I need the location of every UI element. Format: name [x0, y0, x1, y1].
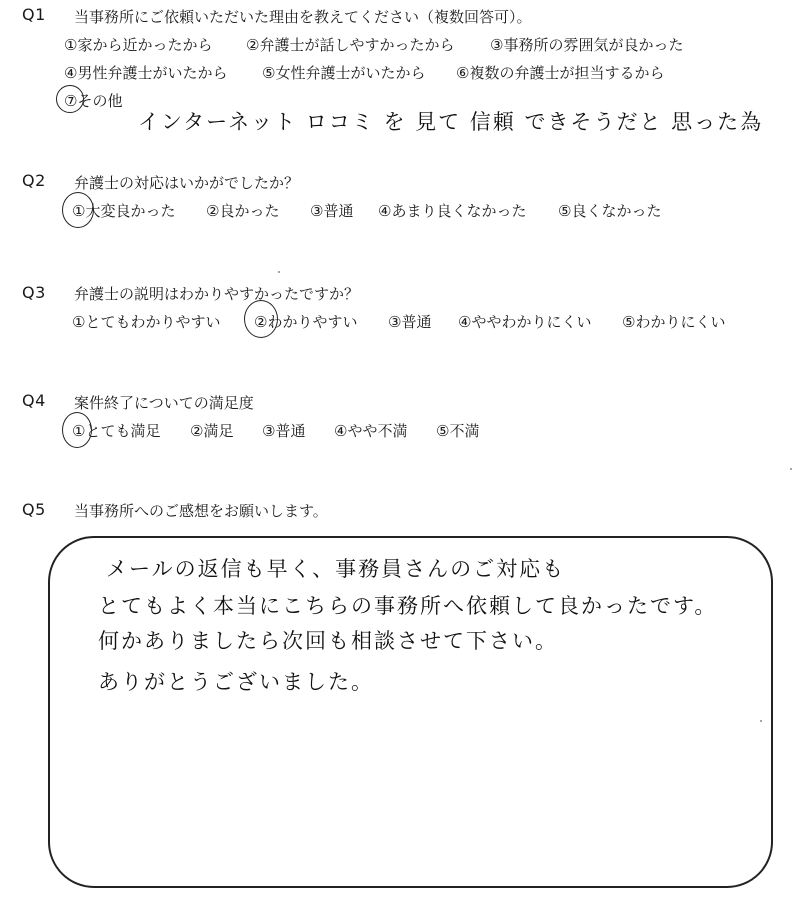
q4-option-2: ②満足 [190, 422, 234, 440]
q5-comment-line-2: とてもよく本当にこちらの事務所へ依頼して良かったです。 [98, 594, 718, 618]
q2-selected-circle-mark [62, 192, 94, 228]
q2-option-4: ④あまり良くなかった [378, 202, 527, 220]
q2-option-3: ③普通 [310, 202, 354, 220]
q4-option-3: ③普通 [262, 422, 306, 440]
q4-option-4: ④やや不満 [334, 422, 408, 440]
q3-option-3: ③普通 [388, 313, 432, 331]
q3-number: Q3 [22, 283, 46, 302]
q1-option-3: ③事務所の雰囲気が良かった [490, 36, 684, 54]
scan-speck [278, 271, 280, 273]
q1-question: 当事務所にご依頼いただいた理由を教えてください（複数回答可）。 [74, 8, 532, 26]
q2-number: Q2 [22, 171, 46, 190]
q2-option-2: ②良かった [206, 202, 280, 220]
scan-speck [790, 468, 792, 470]
q1-selected-circle-mark [56, 85, 84, 113]
q4-selected-circle-mark [62, 412, 92, 448]
q1-option-7: ⑦その他 [64, 92, 123, 110]
q1-handwritten-other-answer: インターネット ロコミ を 見て 信頼 できそうだと 思った為 [138, 110, 764, 134]
q1-number: Q1 [22, 5, 46, 24]
q1-option-4: ④男性弁護士がいたから [64, 64, 228, 82]
q3-selected-circle-mark [244, 300, 278, 338]
q3-option-5: ⑤わかりにくい [622, 313, 726, 331]
scan-speck [760, 720, 762, 722]
q2-option-5: ⑤良くなかった [558, 202, 662, 220]
q5-comment-line-3: 何かありましたら次回も相談させて下さい。 [98, 629, 558, 653]
q4-question: 案件終了についての満足度 [74, 394, 254, 412]
q2-option-1: ①大変良かった [72, 202, 176, 220]
q5-comment-line-4: ありがとうございました。 [98, 670, 374, 694]
q4-number: Q4 [22, 391, 46, 410]
q1-option-2: ②弁護士が話しやすかったから [246, 36, 455, 54]
q5-number: Q5 [22, 500, 46, 519]
q5-comment-box [48, 536, 773, 888]
q1-option-1: ①家から近かったから [64, 36, 213, 54]
q3-option-4: ④ややわかりにくい [458, 313, 592, 331]
q3-question: 弁護士の説明はわかりやすかったですか？ [74, 285, 360, 303]
q4-option-5: ⑤不満 [436, 422, 480, 440]
q3-option-2: ②わかりやすい [254, 313, 358, 331]
q2-question: 弁護士の対応はいかがでしたか？ [74, 174, 300, 192]
q4-option-1: ①とても満足 [72, 422, 161, 440]
q1-option-5: ⑤女性弁護士がいたから [262, 64, 426, 82]
q1-option-6: ⑥複数の弁護士が担当するから [456, 64, 665, 82]
q5-question: 当事務所へのご感想をお願いします。 [74, 502, 328, 520]
q3-option-1: ①とてもわかりやすい [72, 313, 221, 331]
q5-comment-line-1: メールの返信も早く、事務員さんのご対応も [106, 557, 566, 581]
